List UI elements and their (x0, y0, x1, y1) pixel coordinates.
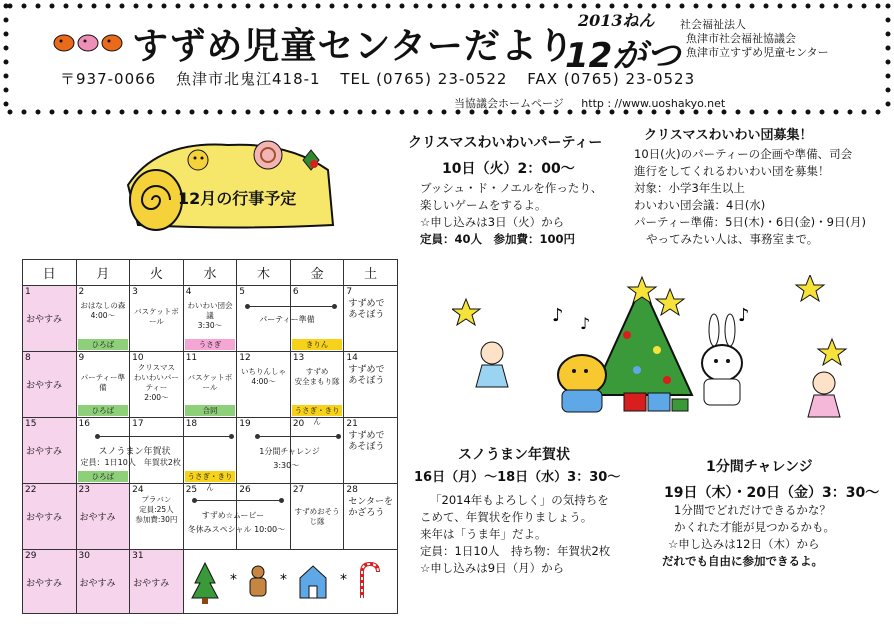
event-text: センターを かざろう (348, 497, 393, 518)
nenga-line: 来年は「うま年」だよ。 (420, 527, 547, 541)
group-tag: ひろば (78, 339, 129, 350)
christmas-party-illustration (452, 275, 872, 435)
day-number: 22 (25, 485, 37, 495)
calendar-cell (76, 352, 130, 418)
org-line: 魚津市社会福祉協議会 (686, 32, 796, 45)
day-number: 13 (292, 353, 305, 363)
recruit-details (634, 146, 866, 248)
svg-text:*: * (339, 572, 347, 588)
day-number: 9 (78, 353, 85, 363)
party-line: 楽しいゲームをするよ。 (420, 198, 547, 212)
event-text: すずめおそうじ隊 (294, 507, 340, 526)
org-line: 魚津市立すずめ児童センター (686, 46, 829, 59)
closed-label: おやすみ (133, 579, 170, 589)
svg-text:♪: ♪ (552, 305, 564, 326)
day-number: 8 (25, 353, 31, 363)
day-number: 1 (25, 287, 31, 297)
group-tag: うさぎ・きりん (185, 471, 236, 482)
closed-label: おやすみ (26, 579, 63, 589)
recruit-line: やってみたい人は、事務室まで。 (646, 232, 819, 246)
street-address: 魚津市北鬼江418-1 (176, 70, 321, 88)
party-line: ブッシュ・ド・ノエルを作ったり、 (420, 181, 603, 195)
group-tag: うさぎ・きりん (292, 405, 343, 416)
december-calendar (22, 259, 398, 614)
event-text: 冬休みスペシャル 10:00～ (187, 525, 286, 534)
day-number: 16 (78, 419, 90, 429)
event-text: クリスマス わいわいパーティー 2:00～ (133, 363, 179, 402)
event-text: バスケットボール (134, 307, 179, 326)
event-text: スノうまン年賀状 (98, 447, 171, 457)
newsletter-title: すずめ児童センターだより (132, 26, 575, 67)
challenge-details (662, 502, 835, 570)
group-tag: うさぎ (185, 339, 236, 350)
nenga-line: 定員：1日10人 持ち物：年賀状2枚 (420, 544, 611, 558)
recruit-line: 進行をしてくれるわいわい団を募集！ (634, 164, 830, 178)
organization-block (680, 18, 829, 60)
event-text: すずめで あそぼう (348, 365, 385, 386)
calendar-cell (183, 286, 237, 352)
calendar-cell (130, 418, 184, 484)
calendar-cell (23, 352, 77, 418)
day-number: 18 (185, 419, 198, 429)
calendar-cell (76, 484, 130, 550)
group-tag: ひろば (78, 471, 129, 482)
calendar-cell (290, 484, 344, 550)
calendar-cell (130, 286, 184, 352)
day-number: 2 (78, 287, 85, 297)
day-number: 24 (132, 485, 144, 495)
issue-month: 12がつ (565, 36, 681, 76)
calendar-cell (290, 286, 344, 352)
day-number: 21 (346, 419, 358, 429)
day-number: 17 (132, 419, 144, 429)
weekday-header: 火 (130, 260, 184, 286)
recruit-line: パーティー準備：5日(木)・6日(金)・9日(月) (634, 215, 866, 229)
calendar-cell (23, 484, 77, 550)
event-text: すずめ☆ムービー (201, 511, 265, 520)
day-number: 3 (132, 287, 138, 297)
group-tag: 合同 (185, 405, 236, 416)
day-number: 4 (185, 287, 192, 297)
party-line: ☆申し込みは3日（火）から (420, 215, 565, 229)
weekday-header: 木 (237, 260, 291, 286)
closed-label: おやすみ (26, 447, 63, 457)
calendar-cell (23, 550, 77, 614)
challenge-line: ☆申し込みは12日（木）から (668, 537, 820, 551)
weekday-header: 日 (23, 260, 77, 286)
address-line (60, 68, 709, 89)
calendar-cell (237, 286, 315, 352)
group-tag: ひろば (78, 405, 129, 416)
event-text: 定員：1日10人 年賀状2枚 (80, 458, 181, 467)
calendar-cell (344, 484, 398, 550)
party-title: クリスマスわいわいパーティー (408, 135, 603, 151)
recruit-line: 対象：小学3年生以上 (634, 181, 745, 195)
event-text: バスケットボール (187, 373, 233, 392)
day-number: 10 (132, 353, 144, 363)
nenga-details (420, 492, 610, 577)
calendar-cell (237, 352, 291, 418)
day-number: 11 (185, 353, 198, 363)
challenge-line: 1分間でどれだけできるかな？ (674, 503, 831, 517)
event-text: わいわい団会議 3:30～ (187, 301, 233, 330)
closed-label: おやすみ (79, 579, 116, 589)
day-number: 27 (292, 485, 305, 495)
day-number: 7 (346, 287, 353, 297)
weekday-header: 土 (344, 260, 398, 286)
homepage-url[interactable]: http : //www.uoshakyo.net (581, 97, 726, 110)
event-text: すずめで あそぼう (348, 431, 385, 452)
svg-text:♪: ♪ (738, 305, 750, 326)
svg-text:*: * (229, 572, 237, 588)
day-number: 25 (185, 485, 198, 495)
calendar-cell (130, 484, 184, 550)
day-number: 15 (25, 419, 37, 429)
issue-year: 2013ねん (578, 11, 655, 30)
day-number: 31 (132, 551, 144, 561)
calendar-cell (23, 286, 77, 352)
event-text: パーティー準備 (80, 373, 126, 392)
calendar-cell (23, 418, 77, 484)
calendar-cell (76, 550, 130, 614)
calendar-cell (290, 418, 344, 484)
calendar-cell (130, 550, 184, 614)
sparrow-logo-icon (52, 30, 124, 54)
event-text: すずめ 安全まもり隊 (294, 367, 340, 386)
calendar-cell (76, 286, 130, 352)
day-number: 5 (239, 287, 245, 297)
calendar-decoration-cell (183, 550, 397, 614)
nenga-date: 16日（月）～18日（水）3：30～ (414, 470, 621, 485)
calendar-cell (344, 352, 398, 418)
postal-code: 〒937-0066 (60, 70, 157, 88)
calendar-cell (344, 418, 398, 484)
event-text: おはなしの森 4:00～ (80, 301, 126, 320)
day-number: 30 (78, 551, 90, 561)
day-number: 12 (239, 353, 251, 363)
weekday-header: 月 (76, 260, 130, 286)
day-number: 29 (25, 551, 37, 561)
day-number: 19 (239, 419, 251, 429)
event-text: 1分間チャレンジ (259, 447, 320, 456)
closed-label: おやすみ (26, 381, 63, 391)
calendar-cell (130, 352, 184, 418)
calendar-cell (237, 484, 291, 550)
party-line: 定員：40人 参加費：100円 (420, 232, 576, 246)
day-number: 23 (78, 485, 90, 495)
nenga-title: スノうまン年賀状 (458, 447, 570, 463)
svg-text:♪: ♪ (580, 314, 591, 333)
nenga-line: こめて、年賀状を作りましょう。 (420, 510, 593, 524)
closed-label: おやすみ (79, 513, 116, 523)
event-text: 3:30～ (273, 461, 300, 470)
yule-log-cake-icon (118, 130, 348, 240)
nenga-line: ☆申し込みは9日（月）から (420, 561, 565, 575)
events-label: 12月の行事予定 (178, 189, 297, 208)
weekday-header: 水 (183, 260, 237, 286)
party-details (420, 180, 602, 248)
telephone: TEL (0765) 23-0522 (340, 70, 508, 88)
recruit-line: わいわい団会議：4日(水) (634, 198, 766, 212)
day-number: 28 (346, 485, 358, 495)
christmas-ornaments-icon (190, 558, 390, 608)
homepage-line (454, 95, 725, 111)
event-text: パーティー準備 (259, 315, 315, 324)
weekday-header: 金 (290, 260, 344, 286)
day-number: 26 (239, 485, 251, 495)
recruit-line: 10日(火)のパーティーの企画や準備、司会 (634, 147, 853, 161)
nenga-line: 「2014年もよろしく」の気持ちを (430, 493, 609, 507)
closed-label: おやすみ (26, 513, 63, 523)
challenge-title: 1分間チャレンジ (706, 459, 813, 475)
org-line: 社会福祉法人 (680, 18, 746, 31)
calendar-cell (183, 352, 237, 418)
homepage-label: 当協議会ホームページ (454, 97, 564, 110)
group-tag: きりん (292, 339, 343, 350)
challenge-line: かくれた才能が見つかるかも。 (674, 520, 835, 534)
day-number: 6 (292, 287, 299, 297)
fax: FAX (0765) 23-0523 (527, 70, 696, 88)
event-text: いちりんしゃ 4:00～ (241, 367, 287, 386)
svg-text:*: * (279, 572, 287, 588)
recruit-title: クリスマスわいわい団募集！ (644, 128, 813, 143)
day-number: 20 (292, 419, 305, 429)
challenge-date: 19日（木）・20日（金）3：30～ (664, 485, 880, 501)
event-text: プラバン 定員:25人 参加費:30円 (135, 495, 178, 524)
party-date: 10日（火）2：00～ (442, 161, 575, 177)
day-number: 14 (346, 353, 358, 363)
calendar-cell (344, 286, 398, 352)
challenge-line: だれでも自由に参加できるよ。 (662, 554, 823, 568)
event-text: すずめで あそぼう (348, 299, 385, 320)
closed-label: おやすみ (26, 315, 63, 325)
